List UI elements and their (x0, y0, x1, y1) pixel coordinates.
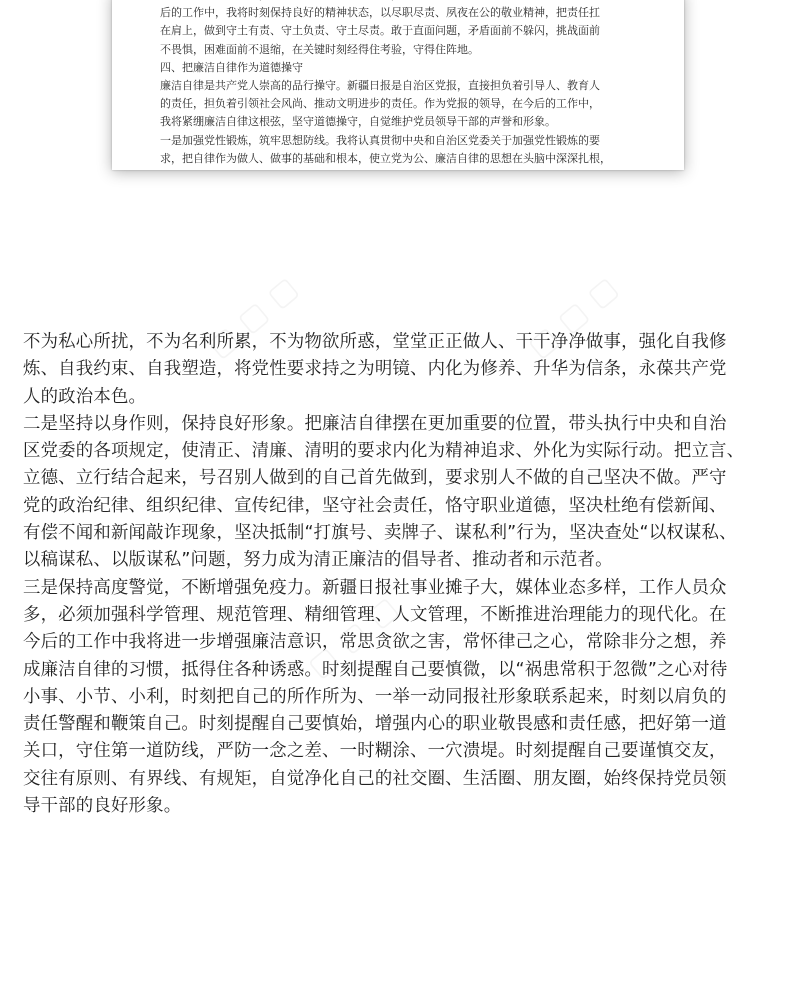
body-line: 不为私心所扰，不为名利所累，不为物欲所惑，堂堂正正做人、干干净净做事，强化自我修 (23, 332, 727, 352)
body-line: 责任警醒和鞭策自己。时刻提醒自己要慎始，增强内心的职业敬畏感和责任感，把好第一道 (23, 714, 727, 735)
doc-line: 不畏惧，困难面前不退缩，在关键时刻经得住考验，守得住阵地。 (160, 42, 479, 56)
doc-line: 的责任，担负着引领社会风尚、推动文明进步的责任。作为党报的领导，在今后的工作中， (160, 97, 600, 111)
doc-line: 求，把自律作为做人、做事的基础和根本，使立党为公、廉洁自律的思想在头脑中深深扎根， (160, 151, 611, 165)
body-line: 区党委的各项规定，使清正、清廉、清明的要求内化为精神追求、外化为实际行动。把立言、 (23, 441, 745, 462)
doc-line: 一是加强党性锻炼，筑牢思想防线。我将认真贯彻中央和自治区党委关于加强党性锻炼的要 (160, 133, 600, 147)
body-text (23, 329, 783, 820)
doc-line: 廉洁自律是共产党人崇高的品行操守。新疆日报是自治区党报，直接担负着引导人、教育人 (160, 78, 600, 92)
body-line: 关口，守住第一道防线，严防一念之差、一时糊涂、一穴溃堤。时刻提醒自己要谨慎交友， (23, 741, 727, 762)
doc-heading: 四、把廉洁自律作为道德操守 (160, 60, 303, 74)
body-line: 成廉洁自律的习惯，抵得住各种诱惑。时刻提醒自己要慎微，以“祸患常积于忽微”之心对待 (23, 659, 728, 680)
document-preview-card (112, 0, 684, 170)
body-line: 炼、自我约束、自我塑造，将党性要求持之为明镜、内化为修养、升华为信条，永葆共产党 (23, 359, 727, 380)
doc-line: 后的工作中，我将时刻保持良好的精神状态，以尽职尽责、夙夜在公的敬业精神，把责任扛 (160, 6, 600, 20)
body-line: 党的政治纪律、组织纪律、宣传纪律，坚守社会责任，恪守职业道德，坚决杜绝有偿新闻、 (23, 495, 727, 516)
body-line: 导干部的良好形象。 (23, 796, 182, 817)
body-line: 多，必须加强科学管理、规范管理、精细管理、人文管理，不断推进治理能力的现代化。在 (23, 604, 727, 625)
body-line: 有偿不闻和新闻敲诈现象，坚决抵制“打旗号、卖牌子、谋私利”行为，坚决查处“以权谋私、 (23, 523, 737, 544)
body-line: 人的政治本色。 (23, 386, 147, 407)
body-line: 三是保持高度警觉，不断增强免疫力。新疆日报社事业摊子大，媒体业态多样，工作人员众 (23, 577, 727, 598)
doc-line: 在肩上，做到守土有责、守土负责、守土尽责。敢于直面问题，矛盾面前不躲闪，挑战面前 (160, 24, 600, 38)
doc-line: 我将紧绷廉洁自律这根弦，坚守道德操守，自觉维护党员领导干部的声誉和形象。 (160, 115, 556, 129)
document-preview-text (160, 0, 660, 168)
body-line: 小事、小节、小利，时刻把自己的所作所为、一举一动同报社形象联系起来，时刻以肩负的 (23, 686, 727, 707)
body-line: 交往有原则、有界线、有规矩，自觉净化自己的社交圈、生活圈、朋友圈，始终保持党员领 (23, 768, 727, 789)
body-line: 以稿谋私、以版谋私”问题，努力成为清正廉洁的倡导者、推动者和示范者。 (23, 550, 613, 571)
body-line: 二是坚持以身作则，保持良好形象。把廉洁自律摆在更加重要的位置，带头执行中央和自治 (23, 413, 727, 434)
body-line: 今后的工作中我将进一步增强廉洁意识，常思贪欲之害，常怀律己之心，常除非分之想，养 (23, 632, 727, 653)
body-line: 立德、立行结合起来，号召别人做到的自己首先做到，要求别人不做的自己坚决不做。严守 (23, 468, 727, 489)
